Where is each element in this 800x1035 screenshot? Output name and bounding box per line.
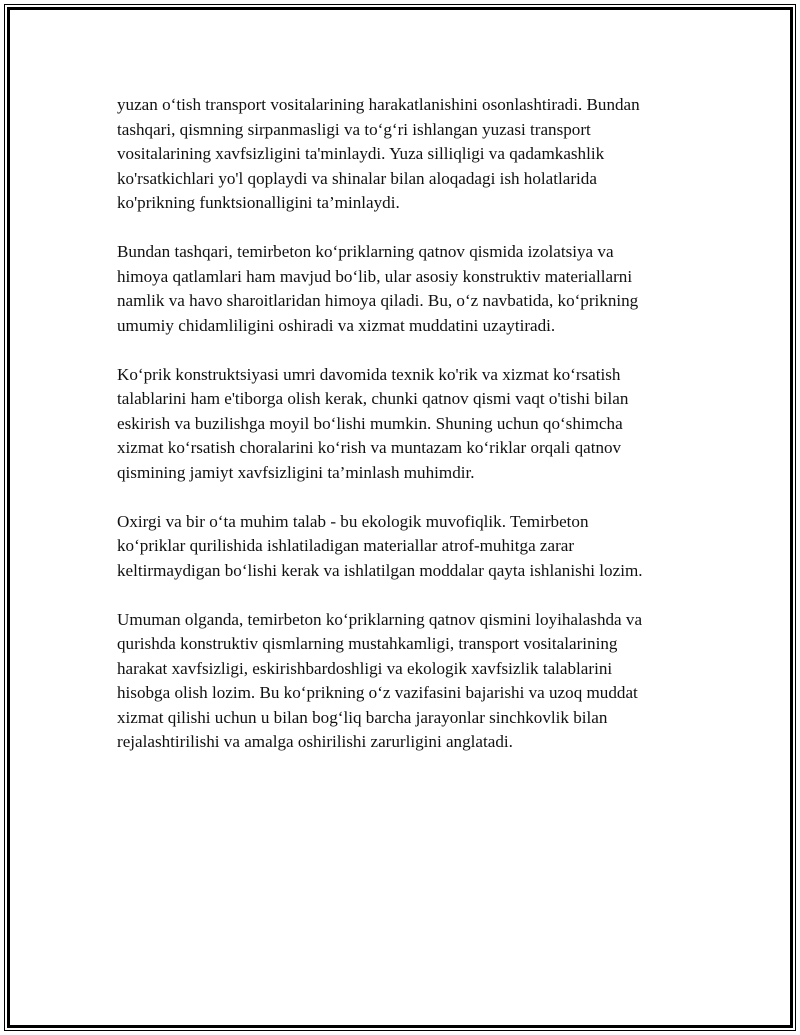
paragraph-insulation-layers: Bundan tashqari, temirbeton ko‘priklarning qatnov qismida izolatsiya va himoya qatlamlari ham mavjud bo‘lib, ular asosiy konstruktiv materiallarni namlik va havo sharoitlaridan himoya qiladi. Bu, o‘z navbatida, ko‘prikning umumiy chidamliligini oshiradi va xizmat muddatini uzaytiradi. bbox=[117, 242, 639, 335]
paragraph-ecology: Oxirgi va bir o‘ta muhim talab - bu ekologik muvofiqlik. Temirbeton ko‘priklar qurilishida ishlatiladigan materiallar atrof-muhitga zarar keltirmaydigan bo‘lishi kerak va ishlatilgan moddalar qayta ishlanishi lozim. bbox=[117, 511, 643, 580]
document-body bbox=[117, 93, 697, 779]
paragraph-conclusion: Umuman olganda, temirbeton ko‘priklarning qatnov qismini loyihalashda va qurishda konstruktiv qismlarning mustahkamligi, transport vositalarining harakat xavfsizligi, eskirishbardoshligi va ekologik xavfsizlik talablarini hisobga olish lozim. Bu ko‘prikning o‘z vazifasini bajarishi va uzoq muddat xizmat qilishi uchun u bilan bog‘liq barcha jarayonlar sinchkovlik bilan rejalashtirilishi va amalga oshirilishi zarurligini anglatadi. bbox=[117, 609, 643, 751]
paragraph-surface-safety: yuzan o‘tish transport vositalarining harakatlanishini osonlashtiradi. Bundan tashqari, qismning sirpanmasligi va to‘g‘ri ishlangan yuzasi transport vositalarining xavfsizligini ta'minlaydi. Yuza silliqligi va qadamkashlik ko'rsatkichlari yo'l qoplaydi va shinalar bilan aloqadagi ish holatlarida ko'prikning funktsionalligini ta’minlaydi. bbox=[117, 95, 640, 212]
paragraph-maintenance: Ko‘prik konstruktsiyasi umri davomida texnik ko'rik va xizmat ko‘rsatish talablarini ham e'tiborga olish kerak, chunki qatnov qismi vaqt o'tishi bilan eskirish va buzilishga moyil bo‘lishi mumkin. Shuning uchun qo‘shimcha xizmat ko‘rsatish choralarini ko‘rish va muntazam ko‘riklar orqali qatnov qismining jamiyt xavfsizligini ta’minlash muhimdir. bbox=[117, 364, 629, 482]
